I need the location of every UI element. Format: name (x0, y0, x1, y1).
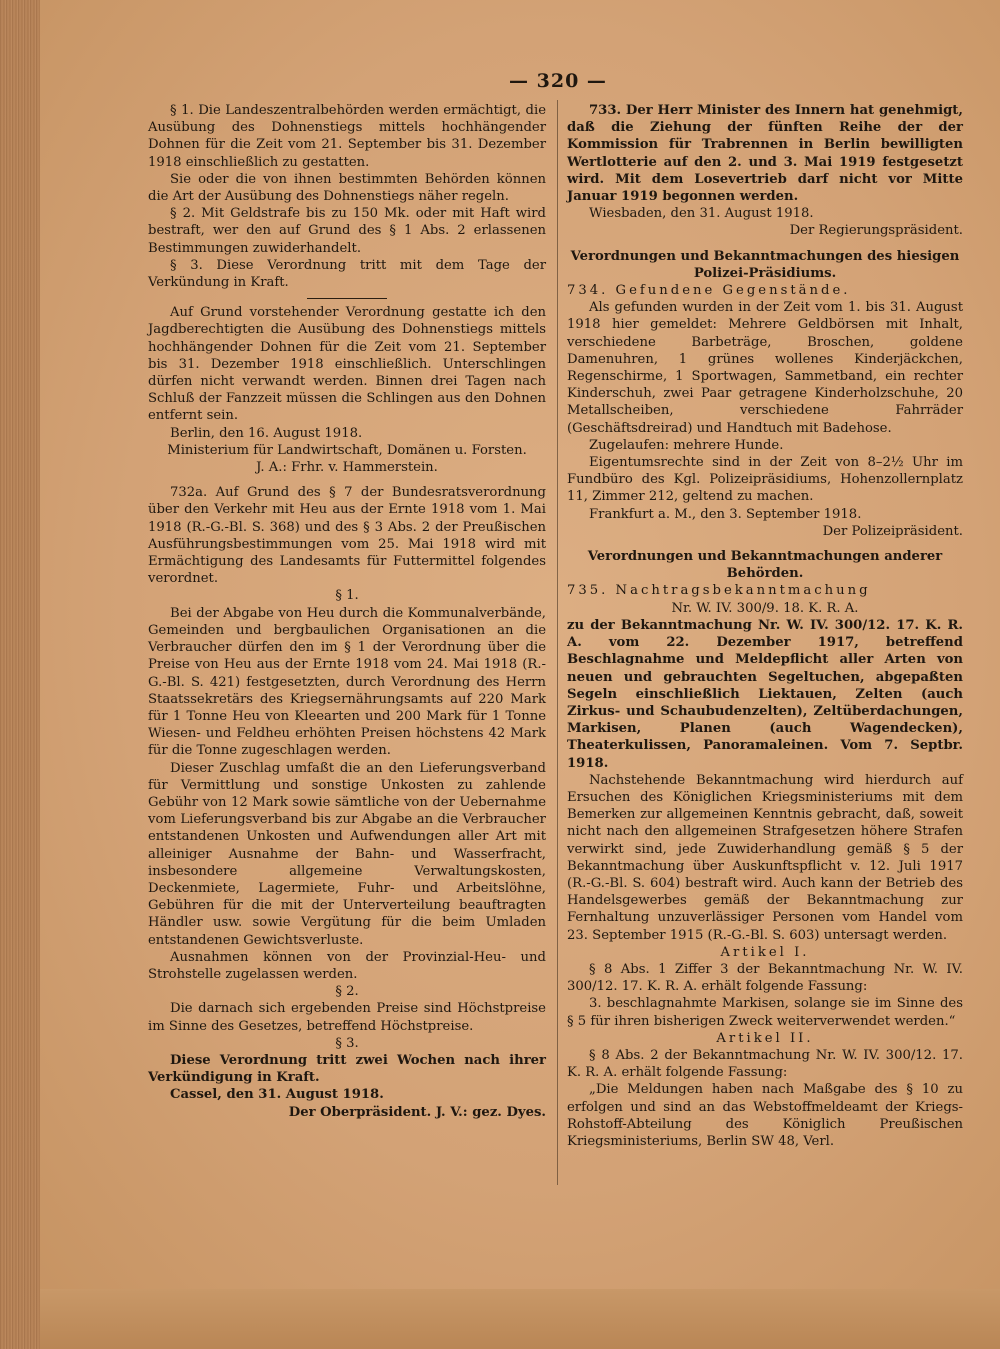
signature-name: J. A.: Frhr. v. Hammerstein. (256, 460, 438, 476)
paragraph: Dieser Zuschlag umfaßt die an den Lieferungsverband für Vermittlung und sonstige Unkosten zu zahlende Gebühr von 12 Mark sowie sämtliche von der Uebernahme vom Lieferungsverband bis zur Abgabe an die Verbraucher entstandenen Unkosten und Aufwendungen aller Art mit alleiniger Ausnahme der Bahn- und Wasserfracht, insbesondere allgemeine Verwaltungskosten, Deckenmiete, Lagermiete, Fuhr- und Arbeitslöhne, Gebühren für die mit der Unterverteilung beauftragten Händler usw. sowie Vergütung für die beim Umladen entstandenen Gewichtsverluste. (148, 760, 546, 948)
article-heading: Artikel I. (720, 944, 810, 960)
paragraph: zu der Bekanntmachung Nr. W. IV. 300/12. 17. K. R. A. vom 22. Dezember 1917, betreffend Beschlagnahme und Meldepflicht aller Arten von neuen und gebrauchten Segeltuchen, abgepaßten Segeln einschließlich Liektauen, Zelten (auch Zirkus- und Schaubudenzelten), Zeltüberdachungen, Markisen, Planen (auch Wagendecken), Theaterkulissen, Panoramaleinen. Vom 7. Septbr. 1918. (567, 617, 963, 771)
paragraph: 3. beschlagnahmte Markisen, solange sie im Sinne des § 5 für ihren bisherigen Zweck weiterverwendet werden.“ (567, 996, 963, 1029)
paragraph: Als gefunden wurden in der Zeit vom 1. bis 31. August 1918 hier gemeldet: Mehrere Geldbörsen mit Inhalt, verschiedene Barbeträge, Broschen, goldene Damenuhren, 1 grünes wollenes Kinderjäckchen, Regenschirme, 1 Sportwagen, Sammetband, ein rechter Kinderschuh, zwei Paar getragene Kinderholzschuhe, 20 Metallscheiben, verschiedene Fahrräder (Geschäftsdreirad) und Handtuch mit Badehose. (567, 300, 963, 436)
column-divider (557, 100, 558, 1185)
paragraph: Die darnach sich ergebenden Preise sind Höchstpreise im Sinne des Gesetzes, betreffend Höchstpreise. (148, 1001, 546, 1034)
signature-authority: Ministerium für Landwirtschaft, Domänen u. Forsten. (167, 442, 527, 458)
section-heading: § 3. (335, 1035, 359, 1051)
date-line: Frankfurt a. M., den 3. September 1918. (589, 506, 862, 522)
signature-authority: Der Polizeipräsident. (822, 523, 963, 539)
section-heading: Verordnungen und Bekanntmachungen des hiesigen Polizei-Präsidiums. (570, 248, 960, 281)
paragraph: Eigentumsrechte sind in der Zeit von 8–2½ Uhr im Fundbüro des Kgl. Polizeipräsidiums, Hohenzollernplatz 11, Zimmer 212, geltend zu machen. (567, 455, 963, 505)
entry-heading: 735. Nachtragsbekanntmachung (567, 583, 871, 599)
page-bottom-edge (40, 1289, 1000, 1349)
paragraph: Ausnahmen können von der Provinzial-Heu- und Strohstelle zugelassen werden. (148, 949, 546, 982)
date-line: Cassel, den 31. August 1918. (170, 1087, 384, 1103)
entry-heading: 734. Gefundene Gegenstände. (567, 283, 851, 299)
paragraph: § 3. Diese Verordnung tritt mit dem Tage der Verkündung in Kraft. (148, 257, 546, 291)
paragraph: § 8 Abs. 1 Ziffer 3 der Bekanntmachung Nr. W. IV. 300/12. 17. K. R. A. erhält folgende Fassung: (567, 961, 963, 995)
paragraph: Diese Verordnung tritt zwei Wochen nach ihrer Verkündigung in Kraft. (148, 1052, 546, 1086)
paragraph: § 2. Mit Geldstrafe bis zu 150 Mk. oder mit Haft wird bestraft, wer den auf Grund des § 1 Abs. 2 erlassenen Bestimmungen zuwiderhandelt. (148, 206, 546, 256)
page-number: — 320 — (509, 70, 607, 92)
signature-authority: Der Regierungspräsident. (789, 223, 963, 239)
separator-rule (307, 298, 387, 299)
section-heading: § 1. (335, 588, 359, 604)
date-line: Berlin, den 16. August 1918. (170, 425, 363, 441)
paragraph: Bei der Abgabe von Heu durch die Kommunalverbände, Gemeinden und bergbaulichen Organisationen an die Verbraucher dürfen den im § 1 der Verordnung über die Preise von Heu aus der Ernte 1918 vom 24. Mai 1918 (R.-G.-Bl. S. 421) festgesetzten, durch Verordnung des Herrn Staatssekretärs des Kriegsernährungsamts auf 220 Mark für 1 Tonne Heu von Kleearten und 200 Mark für 1 Tonne Wiesen- und Feldheu erhöhten Preisen höchstens 42 Mark für die Tonne zugeschlagen werden. (148, 605, 546, 759)
article-heading: Artikel II. (716, 1030, 814, 1046)
date-line: Wiesbaden, den 31. August 1918. (589, 206, 814, 222)
book-spine (0, 0, 40, 1349)
paragraph: Zugelaufen: mehrere Hunde. (589, 437, 784, 453)
signature-name: Der Oberpräsident. J. V.: gez. Dyes. (288, 1104, 546, 1120)
left-column (148, 102, 546, 1121)
paragraph: 732a. Auf Grund des § 7 der Bundesratsverordnung über den Verkehr mit Heu aus der Ernte 1918 vom 1. Mai 1918 (R.-G.-Bl. S. 368) und des § 3 Abs. 2 der Preußischen Ausführungsbestimmungen vom 25. Mai 1918 wird mit Ermächtigung des Landesamts für Futtermittel folgendes verordnet. (148, 485, 546, 587)
entry-reference: Nr. W. IV. 300/9. 18. K. R. A. (671, 600, 859, 616)
paragraph: 733. Der Herr Minister des Innern hat genehmigt, daß die Ziehung der fünften Reihe der der Kommission für Trabrennen in Berlin bewilligten Wertlotterie auf den 2. und 3. Mai 1919 festgesetzt wird. Mit dem Losevertrieb darf nicht vor Mitte Januar 1919 begonnen werden. (567, 103, 963, 205)
section-heading: Verordnungen und Bekanntmachungen anderer Behörden. (587, 549, 943, 582)
paragraph: „Die Meldungen haben nach Maßgabe des § 10 zu erfolgen und sind an das Webstoffmeldeamt der Kriegs-Rohstoff-Abteilung des Königlich Preußischen Kriegsministeriums, Berlin SW 48, Verl. (567, 1082, 963, 1149)
right-column (567, 102, 963, 1150)
paragraph: Nachstehende Bekanntmachung wird hierdurch auf Ersuchen des Königlichen Kriegsministeriums mit dem Bemerken zur allgemeinen Kenntnis gebracht, daß, soweit nicht nach den allgemeinen Strafgesetzen höhere Strafen verwirkt sind, jede Zuwiderhandlung gemäß § 5 der Bekanntmachung über Auskunftspflicht v. 12. Juli 1917 (R.-G.-Bl. S. 604) bestraft wird. Auch kann der Betrieb des Handelsgewerbes gemäß der Bekanntmachung zur Fernhaltung unzuverlässiger Personen vom Handel vom 23. September 1915 (R.-G.-Bl. S. 603) untersagt werden. (567, 772, 963, 943)
paragraph: § 8 Abs. 2 der Bekanntmachung Nr. W. IV. 300/12. 17. K. R. A. erhält folgende Fassung: (567, 1047, 963, 1081)
paragraph: Sie oder die von ihnen bestimmten Behörden können die Art der Ausübung des Dohnenstiegs näher regeln. (148, 171, 546, 205)
section-heading: § 2. (335, 984, 359, 1000)
paragraph: Auf Grund vorstehender Verordnung gestatte ich den Jagdberechtigten die Ausübung des Dohnenstiegs mittels hochhängender Dohnen für die Zeit vom 21. September bis 31. Dezember 1918 einschließlich. Unterschlingen dürfen nicht verwandt werden. Binnen drei Tagen nach Schluß der Fanzzeit müssen die Schlingen aus den Dohnen entfernt sein. (148, 305, 546, 424)
paragraph: § 1. Die Landeszentralbehörden werden ermächtigt, die Ausübung des Dohnenstiegs mittels hochhängender Dohnen für die Zeit vom 21. September bis 31. Dezember 1918 einschließlich zu gestatten. (148, 103, 546, 170)
